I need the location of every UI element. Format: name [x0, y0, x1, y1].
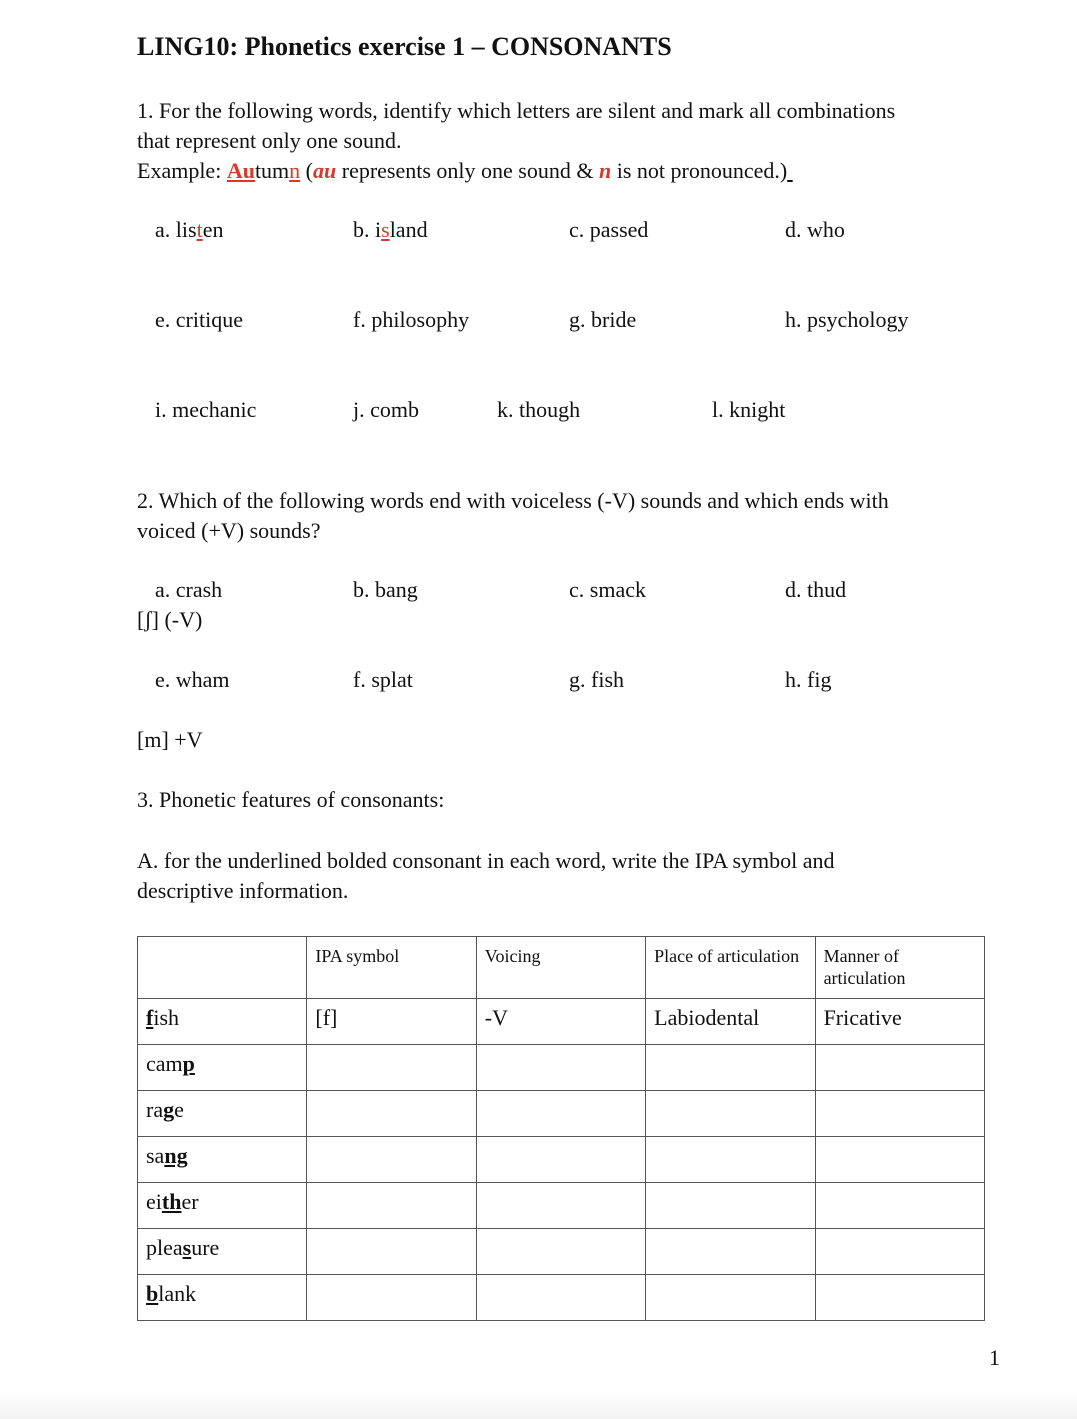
- q1-instructions: [137, 96, 997, 186]
- q1-word-b: b. island: [353, 217, 428, 242]
- voicing-cell[interactable]: -V: [476, 999, 645, 1045]
- header-manner: Manner of articulation: [815, 937, 984, 999]
- q1-word-g: g. bride: [569, 307, 637, 332]
- q1-word-e: e. critique: [155, 307, 243, 332]
- voicing-cell[interactable]: [476, 1275, 645, 1321]
- example-marked-au: Au: [226, 158, 255, 183]
- silent-letter-mark: s: [381, 217, 390, 242]
- q1-word-a: a. listen: [155, 217, 224, 242]
- header-word: [138, 937, 307, 999]
- q1-example: Example: Autumn (au represents only one sound & n is not pronounced.): [137, 158, 788, 183]
- q2-word-d: d. thud: [785, 577, 847, 602]
- q1-word-j: j. comb: [353, 397, 419, 422]
- q1-word-i: i. mechanic: [155, 397, 257, 422]
- ipa-cell[interactable]: [307, 1229, 476, 1275]
- q2-answer-e: [m] +V: [137, 727, 203, 752]
- ipa-cell[interactable]: [307, 1275, 476, 1321]
- word-cell: sang: [138, 1137, 307, 1183]
- table-row: [138, 1229, 985, 1275]
- q2-word-c: c. smack: [569, 577, 646, 602]
- manner-cell[interactable]: [815, 1275, 984, 1321]
- table-row: [138, 1091, 985, 1137]
- word-cell: blank: [138, 1275, 307, 1321]
- place-cell[interactable]: [646, 1137, 815, 1183]
- target-consonant: th: [161, 1189, 182, 1214]
- table-header-row: [138, 937, 985, 999]
- q1-line1: 1. For the following words, identify which letters are silent and mark all combinations: [137, 98, 896, 123]
- place-cell[interactable]: [646, 1229, 815, 1275]
- voicing-cell[interactable]: [476, 1137, 645, 1183]
- example-silent-n: n: [289, 158, 301, 183]
- q2-word-f: f. splat: [353, 667, 413, 692]
- word-cell: camp: [138, 1045, 307, 1091]
- q3-instr-line1: A. for the underlined bolded consonant in each word, write the IPA symbol and: [137, 848, 835, 873]
- voicing-cell[interactable]: [476, 1229, 645, 1275]
- q3-instr-line2: descriptive information.: [137, 878, 349, 903]
- table-row: [138, 1183, 985, 1229]
- voicing-cell[interactable]: [476, 1183, 645, 1229]
- place-cell[interactable]: [646, 1183, 815, 1229]
- target-consonant: b: [146, 1281, 159, 1306]
- q2-line1: 2. Which of the following words end with voiceless (-V) sounds and which ends with: [137, 488, 889, 513]
- q1-word-d: d. who: [785, 217, 845, 242]
- q2-line2: voiced (+V) sounds?: [137, 518, 321, 543]
- word-cell: pleasure: [138, 1229, 307, 1275]
- place-cell[interactable]: Labiodental: [646, 999, 815, 1045]
- q1-word-l: l. knight: [712, 397, 786, 422]
- page-bottom-shadow: [0, 1393, 1077, 1419]
- q1-line2: that represent only one sound.: [137, 128, 402, 153]
- q3-heading: 3. Phonetic features of consonants:: [137, 787, 445, 812]
- q3-instructions: [137, 846, 997, 906]
- target-consonant: p: [182, 1051, 195, 1076]
- q2-answer-a: [ʃ] (-V): [137, 607, 203, 632]
- q1-word-k: k. though: [497, 397, 581, 422]
- q1-word-c: c. passed: [569, 217, 649, 242]
- place-cell[interactable]: [646, 1275, 815, 1321]
- header-ipa: IPA symbol: [307, 937, 476, 999]
- word-cell: either: [138, 1183, 307, 1229]
- page-number: 1: [989, 1345, 1000, 1370]
- target-consonant: f: [146, 1005, 154, 1030]
- manner-cell[interactable]: [815, 1091, 984, 1137]
- table-row: [138, 999, 985, 1045]
- q2-instructions: [137, 486, 997, 546]
- word-cell: rage: [138, 1091, 307, 1137]
- voicing-cell[interactable]: [476, 1045, 645, 1091]
- ipa-cell[interactable]: [f]: [307, 999, 476, 1045]
- ipa-cell[interactable]: [307, 1045, 476, 1091]
- voicing-cell[interactable]: [476, 1091, 645, 1137]
- target-consonant: g: [163, 1097, 175, 1122]
- q2-word-e: e. wham: [155, 667, 230, 692]
- target-consonant: ng: [164, 1143, 188, 1168]
- manner-cell[interactable]: [815, 1229, 984, 1275]
- silent-letter-mark: t: [196, 217, 203, 242]
- q1-word-h: h. psychology: [785, 307, 909, 332]
- ipa-cell[interactable]: [307, 1183, 476, 1229]
- place-cell[interactable]: [646, 1091, 815, 1137]
- table-row: [138, 1275, 985, 1321]
- place-cell[interactable]: [646, 1045, 815, 1091]
- q2-word-h: h. fig: [785, 667, 832, 692]
- consonant-features-table: [137, 936, 985, 1321]
- page-title: LING10: Phonetics exercise 1 – CONSONANTS: [137, 32, 672, 61]
- manner-cell[interactable]: [815, 1137, 984, 1183]
- q2-word-g: g. fish: [569, 667, 624, 692]
- q2-word-b: b. bang: [353, 577, 418, 602]
- ipa-cell[interactable]: [307, 1137, 476, 1183]
- manner-cell[interactable]: [815, 1183, 984, 1229]
- manner-cell[interactable]: Fricative: [815, 999, 984, 1045]
- q1-word-f: f. philosophy: [353, 307, 470, 332]
- header-voicing: Voicing: [476, 937, 645, 999]
- header-place: Place of articulation: [646, 937, 815, 999]
- target-consonant: s: [182, 1235, 192, 1260]
- ipa-cell[interactable]: [307, 1091, 476, 1137]
- word-cell: fish: [138, 999, 307, 1045]
- table-row: [138, 1137, 985, 1183]
- table-row: [138, 1045, 985, 1091]
- manner-cell[interactable]: [815, 1045, 984, 1091]
- q2-word-a: a. crash: [155, 577, 223, 602]
